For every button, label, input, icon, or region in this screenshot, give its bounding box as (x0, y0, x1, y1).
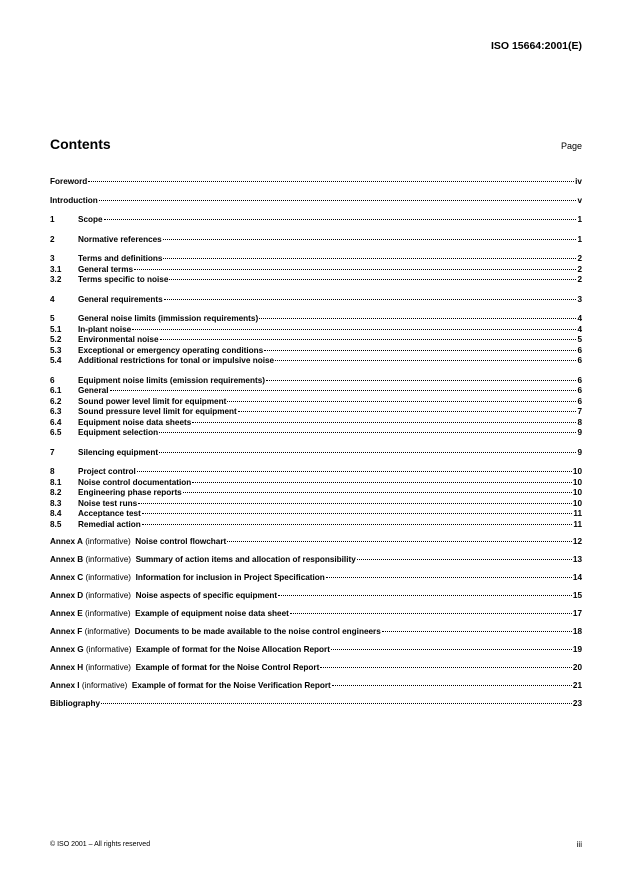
dot-leader (99, 200, 577, 201)
toc-entry-number: 5.2 (50, 335, 62, 344)
annex-label: Annex D (50, 591, 84, 600)
document-id: ISO 15664:2001(E) (490, 40, 582, 52)
toc-annex-e[interactable] (50, 608, 582, 620)
annex-title: Documents to be made available to the noise control engineers (134, 627, 381, 636)
toc-entry-number: 1 (50, 215, 55, 224)
toc-entry-page: 1 (577, 215, 582, 224)
contents-title: Contents (50, 136, 111, 152)
toc-entry-title: Sound pressure level limit for equipment (78, 407, 237, 416)
toc-entry[interactable] (50, 428, 582, 439)
toc-entry-page: v (577, 195, 582, 205)
toc-entry-title: Sound power level limit for equipment (78, 396, 227, 406)
toc-entry-title: Acceptance test (78, 509, 141, 518)
toc-entry-title: Noise control documentation (78, 477, 192, 487)
table-of-contents (50, 177, 582, 710)
annex-type: (informative) (85, 537, 131, 546)
copyright-notice: © ISO 2001 – All rights reserved (50, 841, 151, 848)
dot-leader (142, 524, 573, 525)
dot-leader (290, 613, 572, 614)
toc-entry-page: 23 (572, 699, 582, 708)
annex-title: Example of format for the Noise Allocation Report (136, 645, 330, 654)
toc-entry-title: Project control (78, 467, 136, 476)
toc-entry[interactable] (50, 376, 582, 387)
dot-leader (326, 577, 572, 578)
annex-type: (informative) (85, 555, 131, 564)
toc-entry-title: General terms (78, 264, 134, 274)
annex-label: Annex I (50, 681, 80, 690)
annex-label: Annex H (50, 663, 84, 672)
toc-entry-page: 17 (572, 609, 582, 618)
toc-entry-title: General requirements (78, 294, 163, 304)
annex-type: (informative) (85, 591, 131, 600)
toc-entry-number: 6.2 (50, 396, 62, 406)
toc-entry-number: 2 (50, 234, 55, 244)
toc-entry[interactable] (50, 478, 582, 489)
annex-label: Annex A (50, 537, 83, 546)
annex-title: Example of format for the Noise Control Report (135, 663, 320, 672)
toc-entry[interactable] (50, 509, 582, 520)
toc-entry[interactable] (50, 215, 582, 226)
dot-leader (278, 595, 572, 596)
toc-entry-foreword[interactable] (50, 177, 582, 188)
toc-entry-page: 14 (572, 573, 582, 582)
toc-annex-i[interactable] (50, 680, 582, 692)
toc-entry-page: 9 (577, 447, 582, 457)
toc-entry-page: 2 (577, 254, 582, 263)
dot-leader (332, 685, 572, 686)
toc-entry-page: 10 (572, 467, 582, 476)
toc-bibliography[interactable] (50, 698, 582, 710)
dot-leader (163, 258, 576, 259)
toc-entry-page: 4 (577, 314, 582, 323)
toc-entry-number: 6.3 (50, 407, 62, 416)
toc-entry-page: 13 (572, 555, 582, 564)
toc-entry-page: 19 (572, 645, 582, 654)
dot-leader (192, 422, 576, 423)
dot-leader (266, 380, 576, 381)
toc-entry-title: General (78, 386, 109, 395)
toc-entry-number: 8 (50, 467, 55, 476)
toc-entry-number: 8.3 (50, 498, 62, 508)
toc-entry-title: Noise test runs (78, 498, 138, 508)
toc-entry[interactable] (50, 254, 582, 265)
dot-leader (264, 350, 576, 351)
toc-annex-h[interactable] (50, 662, 582, 674)
toc-entry-title: Equipment noise data sheets (78, 417, 192, 427)
annex-title: Summary of action items and allocation of responsibility (135, 555, 356, 564)
toc-entry-page: 1 (577, 234, 582, 244)
bibliography-title: Bibliography (50, 699, 101, 708)
toc-entry-title: Terms and definitions (78, 254, 163, 263)
dot-leader (160, 339, 577, 340)
toc-entry-page: 10 (572, 498, 582, 508)
toc-entry-title: Normative references (78, 234, 162, 244)
toc-entry-page: 6 (577, 396, 582, 406)
dot-leader (159, 432, 576, 433)
toc-entry-title: Terms specific to noise (78, 275, 169, 284)
toc-annex-g[interactable] (50, 644, 582, 656)
dot-leader (227, 401, 576, 402)
annex-type: (informative) (85, 609, 131, 618)
toc-entry[interactable] (50, 295, 582, 306)
toc-entry-page: 12 (572, 537, 582, 546)
annex-type: (informative) (84, 627, 131, 636)
toc-entry-page: 8 (577, 417, 582, 427)
toc-entry-number: 5.3 (50, 345, 62, 355)
toc-entry-title: In-plant noise (78, 324, 132, 334)
toc-entry-title: General noise limits (immission requirements) (78, 314, 259, 323)
toc-annex-b[interactable] (50, 554, 582, 566)
annex-label: Annex C (50, 573, 84, 582)
toc-entry-page: 18 (572, 627, 582, 636)
dot-leader (101, 703, 572, 704)
annex-type: (informative) (85, 573, 131, 582)
toc-entry-title: Foreword (50, 177, 88, 186)
toc-entry[interactable] (50, 520, 582, 531)
toc-entry-number: 6.4 (50, 417, 62, 427)
annex-title: Example of equipment noise data sheet (135, 609, 289, 618)
dot-leader (159, 452, 576, 453)
toc-entry-page: 3 (577, 294, 582, 304)
toc-entry-title: Scope (78, 215, 103, 224)
page-number: iii (576, 840, 582, 849)
toc-annex-d[interactable] (50, 590, 582, 602)
toc-entry-title: Equipment noise limits (emission requirements) (78, 375, 265, 385)
toc-entry[interactable] (50, 356, 582, 367)
toc-entry-number: 5 (50, 314, 55, 323)
toc-entry-number: 6.5 (50, 428, 62, 437)
dot-leader (142, 513, 573, 514)
toc-entry-number: 3.1 (50, 264, 62, 274)
annex-type: (informative) (85, 645, 132, 654)
dot-leader (110, 390, 577, 391)
toc-entry[interactable] (50, 386, 582, 397)
toc-entry-page: 6 (577, 386, 582, 395)
dot-leader (238, 411, 577, 412)
toc-entry-page: 2 (577, 275, 582, 284)
toc-entry-number: 8.2 (50, 488, 62, 497)
toc-entry-page: 10 (572, 477, 582, 487)
annex-label: Annex E (50, 609, 83, 618)
toc-entry-page: 6 (577, 345, 582, 355)
annex-type: (informative) (85, 663, 131, 672)
toc-entry-number: 5.1 (50, 324, 62, 334)
dot-leader (183, 492, 572, 493)
toc-entry-number: 8.1 (50, 477, 62, 487)
toc-entry[interactable] (50, 235, 582, 246)
annex-title: Example of format for the Noise Verification Report (131, 681, 331, 690)
toc-entry-page: 15 (572, 591, 582, 600)
toc-entry[interactable] (50, 467, 582, 478)
dot-leader (259, 318, 576, 319)
dot-leader (132, 329, 576, 330)
toc-entry-number: 3 (50, 254, 55, 263)
toc-entry-page: 21 (572, 681, 582, 690)
toc-entry[interactable] (50, 265, 582, 276)
dot-leader (164, 299, 577, 300)
toc-entry-number: 5.4 (50, 356, 62, 365)
toc-entry-title: Exceptional or emergency operating conditions (78, 345, 264, 355)
toc-entry[interactable] (50, 335, 582, 346)
annex-type: (informative) (81, 681, 128, 690)
toc-entry-page: 4 (577, 324, 582, 334)
toc-entry-page: 11 (573, 519, 582, 529)
toc-annex-c[interactable] (50, 572, 582, 584)
toc-entry-page: 5 (577, 335, 582, 344)
toc-entry-page: 2 (577, 264, 582, 274)
dot-leader (137, 471, 572, 472)
toc-entry-title: Remedial action (78, 519, 141, 529)
toc-entry-number: 8.5 (50, 519, 62, 529)
toc-entry[interactable] (50, 418, 582, 429)
toc-entry-page: iv (575, 177, 582, 186)
toc-entry-page: 7 (577, 407, 582, 416)
annex-label: Annex B (50, 555, 84, 564)
toc-entry-page: 20 (572, 663, 582, 672)
toc-entry-title: Silencing equipment (78, 447, 159, 457)
dot-leader (163, 239, 577, 240)
dot-leader (134, 269, 576, 270)
annex-title: Information for inclusion in Project Specification (135, 573, 325, 582)
toc-entry-title: Equipment selection (78, 428, 159, 437)
toc-annex-a[interactable] (50, 536, 582, 548)
dot-leader (382, 631, 572, 632)
toc-entry-page: 11 (573, 509, 582, 518)
toc-entry-number: 7 (50, 447, 55, 457)
toc-entry[interactable] (50, 397, 582, 408)
toc-entry[interactable] (50, 488, 582, 499)
toc-entry[interactable] (50, 325, 582, 336)
toc-entry-page: 10 (572, 488, 582, 497)
toc-entry[interactable] (50, 407, 582, 418)
toc-entry-page: 6 (577, 356, 582, 365)
toc-entry[interactable] (50, 314, 582, 325)
dot-leader (104, 219, 577, 220)
dot-leader (227, 541, 572, 542)
dot-leader (138, 503, 572, 504)
toc-annex-f[interactable] (50, 626, 582, 638)
toc-entry[interactable] (50, 346, 582, 357)
toc-entry-number: 4 (50, 294, 55, 304)
dot-leader (275, 360, 576, 361)
dot-leader (320, 667, 572, 668)
toc-entry[interactable] (50, 275, 582, 286)
dot-leader (357, 559, 572, 560)
dot-leader (192, 482, 572, 483)
toc-entry-page: 9 (577, 428, 582, 437)
toc-entry-title: Engineering phase reports (78, 488, 182, 497)
toc-entry[interactable] (50, 448, 582, 459)
annex-label: Annex F (50, 627, 83, 636)
toc-entry-introduction[interactable] (50, 196, 582, 207)
dot-leader (331, 649, 572, 650)
annex-title: Noise aspects of specific equipment (135, 591, 278, 600)
toc-entry-title: Environmental noise (78, 335, 159, 344)
toc-entry-title: Additional restrictions for tonal or impulsive noise (78, 356, 275, 365)
toc-entry-number: 3.2 (50, 275, 62, 284)
toc-entry-number: 8.4 (50, 509, 62, 518)
toc-entry-number: 6.1 (50, 386, 62, 395)
dot-leader (88, 181, 574, 182)
page-column-label: Page (560, 141, 582, 151)
toc-entry-title: Introduction (50, 195, 98, 205)
toc-entry-number: 6 (50, 375, 55, 385)
annex-title: Noise control flowchart (135, 537, 227, 546)
annex-label: Annex G (50, 645, 84, 654)
dot-leader (169, 279, 576, 280)
toc-entry-page: 6 (577, 375, 582, 385)
toc-entry[interactable] (50, 499, 582, 510)
